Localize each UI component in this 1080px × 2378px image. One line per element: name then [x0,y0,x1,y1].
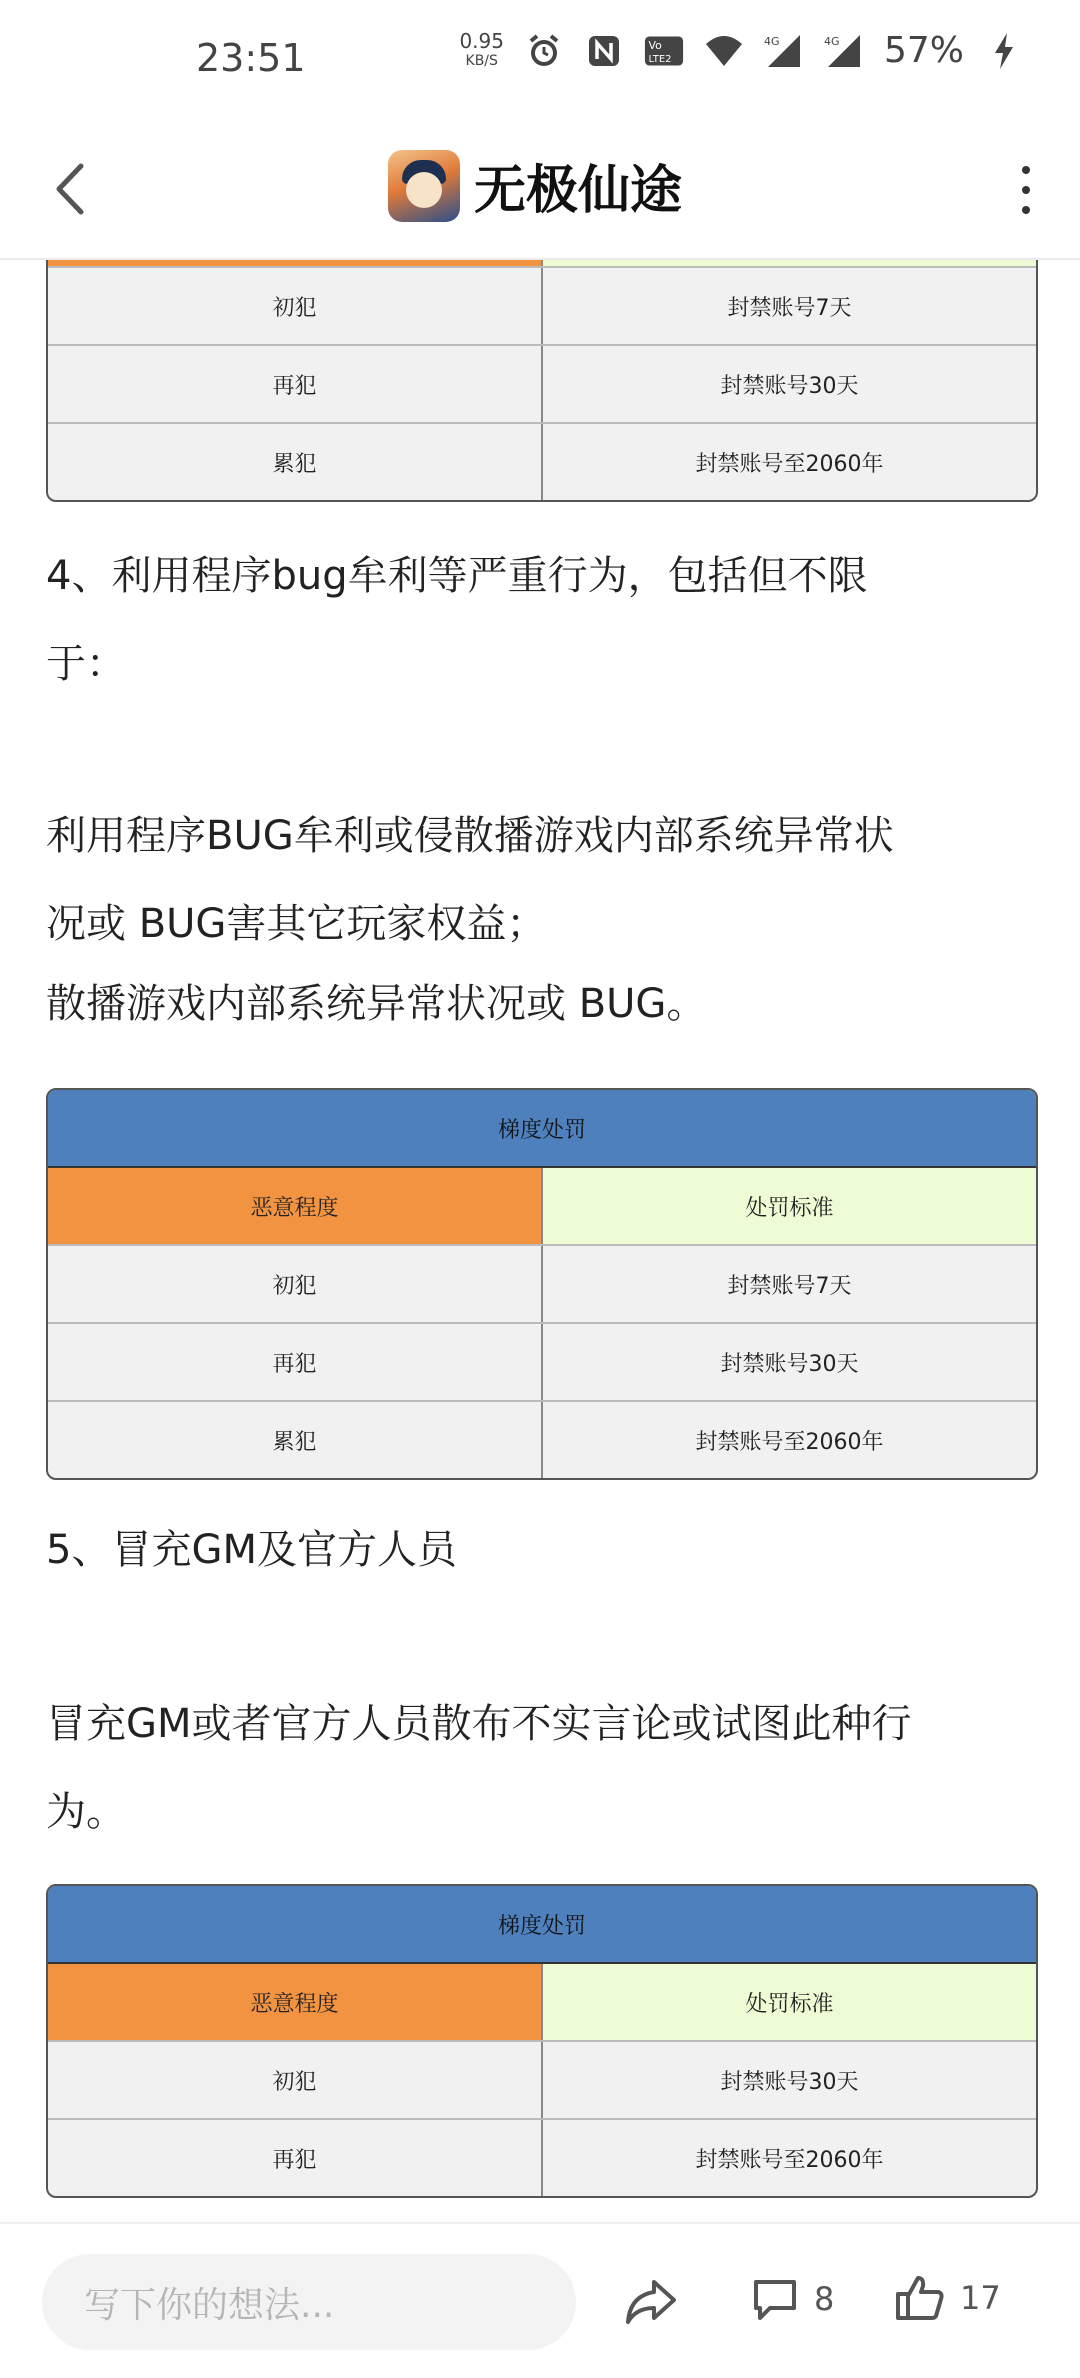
penalty-cell: 封禁账号至2060年 [541,1402,1036,1478]
share-icon [622,2274,678,2330]
column-header-severity: 恶意程度 [48,1964,541,2040]
share-button[interactable] [622,2274,682,2334]
table-title: 梯度处罚 [48,1090,1036,1168]
column-header-penalty: 处罚标准 [541,1964,1036,2040]
severity-cell: 再犯 [272,1351,317,1377]
severity-cell: 初犯 [272,1273,317,1299]
battery-percent: 57% [883,30,964,71]
severity-cell: 累犯 [272,1429,317,1455]
penalty-table-4 [46,1088,1038,1480]
column-header-severity: 恶意程度 [48,1168,541,1244]
svg-text:4G: 4G [763,34,780,48]
severity-cell: 再犯 [272,373,317,399]
bottom-action-bar [0,2222,1080,2378]
table-row [48,422,1036,500]
section-4-heading [46,532,1036,708]
svg-text:LTE2: LTE2 [648,53,672,65]
charging-icon [984,31,1024,71]
penalty-cell: 封禁账号30天 [541,346,1036,422]
more-options-button[interactable] [1016,166,1036,214]
app-title-group[interactable] [388,148,682,223]
penalty-cell: 封禁账号30天 [541,2042,1036,2118]
section-4-body-line1: 利用程序BUG牟利或侵散播游戏内部系统异常状 [46,813,894,859]
table-row [48,1400,1036,1478]
table-row [48,344,1036,422]
app-logo [388,150,460,222]
signal-4g-2-icon [824,31,864,71]
section-4-body [46,792,1036,1048]
severity-cell: 初犯 [272,2069,317,2095]
svg-text:Vo: Vo [648,38,662,52]
penalty-cell: 封禁账号7天 [541,268,1036,344]
table-row [48,1322,1036,1400]
back-button[interactable] [40,156,100,222]
section-5-body [46,1680,1036,1856]
table-row [48,2118,1036,2196]
severity-cell: 初犯 [272,295,317,321]
status-bar [0,0,1080,120]
penalty-cell: 封禁账号7天 [541,1246,1036,1322]
volte-icon [644,31,684,71]
article-content [0,260,1080,2222]
table-header-edge [48,260,1036,266]
comment-count: 8 [814,2280,835,2318]
signal-4g-icon [764,31,804,71]
comment-input[interactable]: 写下你的想法... [42,2254,576,2350]
penalty-cell: 封禁账号30天 [541,1324,1036,1400]
table-row [48,2040,1036,2118]
column-header-penalty: 处罚标准 [541,1168,1036,1244]
section-4-heading-line2: 于： [46,641,126,687]
table-header-row [48,1168,1036,1244]
penalty-table-5 [46,1884,1038,2198]
section-5-heading [46,1506,1036,1594]
penalty-cell: 封禁账号至2060年 [541,424,1036,500]
comment-icon [750,2274,800,2324]
app-title: 无极仙途 [474,161,683,221]
wifi-icon [704,31,744,71]
table-row [48,1244,1036,1322]
svg-text:4G: 4G [823,34,840,48]
severity-cell: 再犯 [272,2147,317,2173]
section-4-heading-line1: 4、利用程序bug牟利等严重行为，包括但不限 [46,553,868,599]
section-5-heading-text: 5、冒充GM及官方人员 [46,1527,457,1573]
penalty-cell: 封禁账号至2060年 [541,2120,1036,2196]
comments-button[interactable] [750,2274,834,2324]
network-speed-unit: KB/S [465,52,498,69]
like-count: 17 [960,2279,1001,2317]
table-header-row [48,1964,1036,2040]
table-row [48,266,1036,344]
nfc-icon [584,31,624,71]
table-title: 梯度处罚 [48,1886,1036,1964]
alarm-icon [524,31,564,71]
penalty-table-3 [46,260,1038,502]
section-4-body-line3: 散播游戏内部系统异常状况或 BUG。 [46,981,707,1027]
status-icons [459,30,1024,71]
section-5-body-line1: 冒充GM或者官方人员散布不实言论或试图此种行 [46,1701,912,1747]
thumbs-up-icon [894,2272,946,2324]
network-speed-value: 0.95 [459,28,504,53]
severity-cell: 累犯 [272,451,317,477]
network-speed [459,28,504,71]
status-time: 23:51 [196,36,306,80]
chevron-left-icon [53,162,87,216]
section-5-body-line2: 为。 [46,1789,126,1835]
like-button[interactable] [894,2272,1001,2324]
app-header [0,120,1080,260]
section-4-body-line2: 况或 BUG害其它玩家权益； [46,901,547,947]
